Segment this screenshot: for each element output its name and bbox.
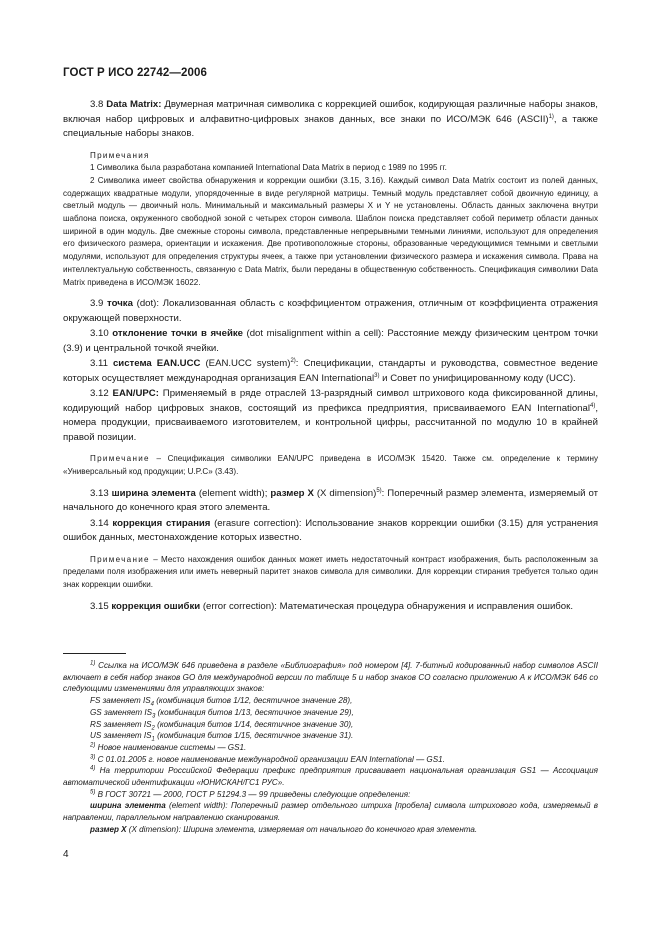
notes-heading: Примечания (90, 150, 150, 160)
document-header: ГОСТ Р ИСО 22742—2006 (63, 67, 208, 79)
footnote-divider (63, 653, 126, 654)
definition-3-12: 3.12 EAN/UPC: Применяемый в ряде отраслей 13-разрядный символ штрихового кода фиксированной длины, кодирующий набор цифровых знаков, состоящий из префикса предприятия, присваиваемого EAN International$^{4)}$, номера продукции, присваиваемого изготовителем, и контрольной цифры, рассчитанной по модулю 10 в крайней правой позиции. (63, 388, 598, 443)
definition-3-9: 3.9 точка (dot): Локализованная область с коэффициентом отражения, отличным от коэффициента отражения окружающей поверхности. (63, 298, 598, 324)
footnote-rs: RS заменяет $IS_2$ (комбинация битов 1/14, десятичное значение 30), (90, 719, 354, 732)
definition-3-13: 3.13 ширина элемента (element width); размер X (X dimension)$^{5)}$: Поперечный размер элемента, измеряемый от начального до конечного края этого элемента. (63, 487, 598, 514)
footnote-1: $^{1)}$ Ссылка на ИСО/МЭК 646 приведена в разделе «Библиография» под номером [4]. 7-битный кодированный набор символов ASCII включает в себя набор знаков GO для международной версии по таблице 5 и набор знаков CO согласно приложению А к ИСО/МЭК 646 со следующими изменениями для управляющих знаков: (63, 660, 598, 694)
footnote-definition-element-width: ширина элемента (element width): Поперечный размер отдельного штриха [пробела] символа штрихового кода, измеряемый в направлении, параллельном направлению сканирования. (63, 801, 598, 823)
note-ean-upc: Примечание – Спецификация символики EAN/UPC приведена в ИСО/МЭК 15420. Также см. определение к термину «Универсальный код продукции; U.P.C» (3.43). (63, 454, 598, 476)
footnote-fs: FS заменяет $IS_4$ (комбинация битов 1/12, десятичное значение 28), (90, 696, 353, 708)
footnote-us: US заменяет $IS_1$ (комбинация битов 1/15, десятичное значение 31). (90, 731, 354, 743)
footnote-5: $^{5)}$ В ГОСТ 30721 — 2000, ГОСТ Р 51294.3 — 99 приведены следующие определения: (90, 789, 411, 799)
note-erasure: Примечание – Место нахождения ошибок данных может иметь недостаточный контраст изображения, быть расположенным за пределами поля изображения или иметь неверный паритет знаков символа для символики. Для коррекции стирания требуется только один знак коррекции ошибки. (63, 554, 598, 590)
definition-3-14: 3.14 коррекция стирания (erasure correction): Использование знаков коррекции ошибки (3.15) для устранения ошибок данных, местонахождение которых известно. (63, 517, 599, 544)
note-1: 1 Символика была разработана компанией International Data Matrix в период с 1989 по 1995 гг. (90, 163, 447, 173)
main-content (63, 98, 598, 614)
page-number: 4 (63, 849, 69, 860)
definition-3-10: 3.10 отклонение точки в ячейке (dot misalignment within a cell): Расстояние между физическим центром точки (3.9) и центральной точкой ячейки. (63, 328, 598, 354)
definition-3-15: 3.15 коррекция ошибки (error correction): Математическая процедура обнаружения и исправления ошибок. (90, 600, 573, 612)
footnote-2: $^{2)}$ Новое наименование системы — GS1. (90, 742, 247, 752)
definition-3-8: 3.8 Data Matrix: Двумерная матричная символика с коррекцией ошибок, кодирующая различные наборы знаков, включая набор цифровых и алфавитно-цифровых знаков данных, все знаки по ИСО/МЭК 646 (ASCII)$^{1)}$, а также специальные наборы знаков. (63, 99, 599, 139)
note-2: 2 Символика имеет свойства обнаружения и коррекции ошибки (3.15, 3.16). Каждый символ Data Matrix состоит из полей данных, содержащих квадратные модули, упорядоченные в виде регулярной матрицы. Темный модуль представляет собой двоичную единицу, а светлый модуль — двоичный ноль. Минимальный и максимальный размеры X и Y не установлены. Область данных заключена внутри шаблона поиска, окруженного свободной зоной с четырех сторон символа. Шаблон поиска представляет собой периметр области данных шириной в один модуль. Две смежные стороны символа, представленные непрерывными темными линиями, используют для определения его физического размера, ориентации и искажения. Две противоположные стороны, образованные чередующимися темными и светлыми модулями, используют для определения структуры ячеек, а также при установлении физического размера и искажения символа. Права на интеллектуальную собственность, связанную с Data Matrix, были переданы в общественную собственность. Спецификация символики Data Matrix приведена в ИСО/МЭК 16022. (63, 175, 598, 287)
footnote-gs: GS заменяет $IS_3$ (комбинация битов 1/13, десятичное значение 29), (90, 707, 354, 720)
footnotes (63, 660, 598, 836)
footnote-3: $^{3)}$ С 01.01.2005 г. новое наименование международной организации EAN International — GS1. (90, 753, 445, 764)
definition-3-11: 3.11 система EAN.UCC (EAN.UCC system)$^{2)}$: Спецификации, стандарты и руководства, совместное ведение которых осуществляет международная организация EAN International$^{3)}$ и Совет по унифицированному коду (UCC). (63, 358, 599, 384)
footnote-definition-x-dimension: размер X (X dimension): Ширина элемента, измеряемая от начального до конечного края элемента. (90, 824, 478, 834)
footnote-4: $^{4)}$ На территории Российской Федерации префикс предприятия присваивает национальная организация GS1 — Ассоциация автоматической идентификации «ЮНИСКАН/ГС1 РУС». (63, 765, 598, 788)
